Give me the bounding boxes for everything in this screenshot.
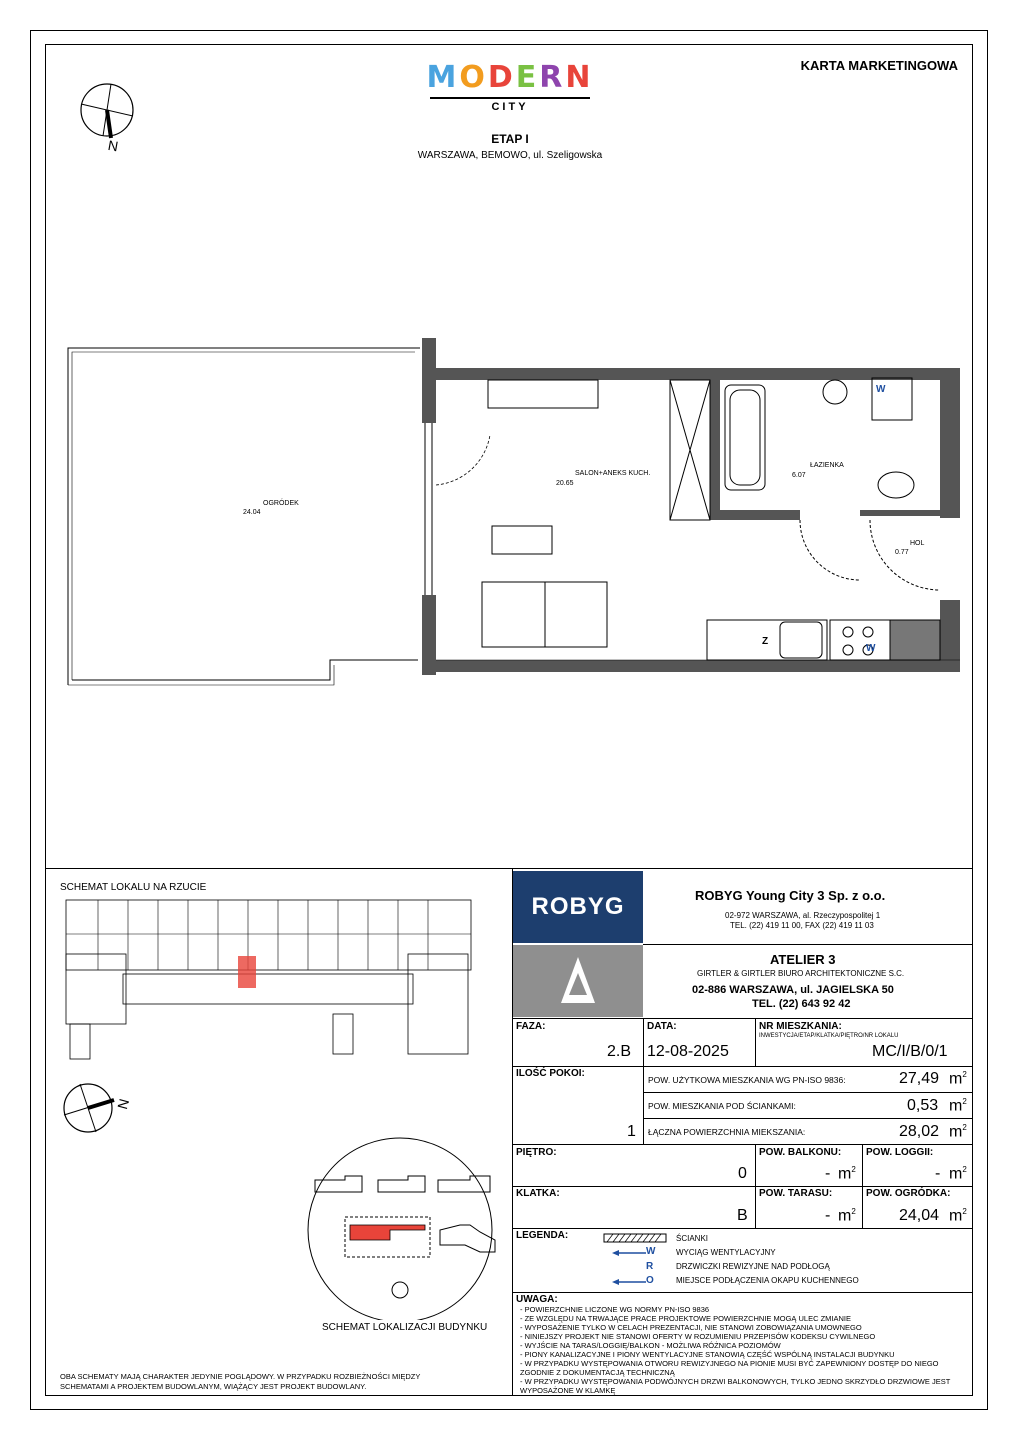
uwaga-line: - ZE WZGLĘDU NA TRWAJĄCE PRACE PROJEKTOWE POWIERZCHNIE MOGĄ ULEC ZMIANIE xyxy=(520,1314,852,1323)
loggia-value: - xyxy=(935,1165,941,1182)
inner-frame xyxy=(45,44,973,1396)
uwaga-line: - W PRZYPADKU WYSTĘPOWANIA PODWÓJNYCH DRZWI BALKONOWYCH, TYLKO JEDNO SKRZYDŁO DRZWIOWE JEST xyxy=(520,1377,951,1386)
logo-main: MODERN xyxy=(426,60,594,95)
garden-area xyxy=(68,348,420,685)
walls-legend-icon xyxy=(603,1233,667,1243)
salon-label: SALON+ANEKS KUCH. xyxy=(575,470,651,477)
bottom-divider xyxy=(45,868,973,869)
garden-area-value: 24.04 xyxy=(243,509,261,516)
ogrodek-unit: $m^2$ xyxy=(949,1207,967,1225)
uwaga-line: WYPOSAŻONE W KLAMKĘ xyxy=(520,1386,616,1395)
disclaimer-line-2: SCHEMATAMI A PROJEKTEM BUDOWLANYM, WIĄŻĄCY JEST PROJEKT BUDOWLANY. xyxy=(60,1382,367,1391)
info-divider-3 xyxy=(643,1092,973,1093)
pokoje-value: 1 xyxy=(627,1123,636,1140)
uwaga-line: - WYPOSAŻENIE TYLKO W CELACH PREZENTACJI, NIE STANOWI ZOBOWIĄZANIA UMOWNEGO xyxy=(520,1323,862,1332)
pietro-value: 0 xyxy=(738,1165,747,1182)
north-label-small: N xyxy=(114,1097,133,1111)
document-type-title: KARTA MARKETINGOWA xyxy=(800,58,958,73)
atelier-address: 02-886 WARSZAWA, ul. JAGIELSKA 50 xyxy=(692,984,894,996)
info-divider-top xyxy=(512,1018,973,1019)
info-divider-2 xyxy=(512,1066,973,1067)
atelier-sub: GIRTLER & GIRTLER BIURO ARCHITEKTONICZNE S.C. xyxy=(697,969,905,978)
bath-area-value: 6.07 xyxy=(792,472,806,479)
faza-label: FAZA: xyxy=(516,1021,546,1032)
balkon-label: POW. BALKONU: xyxy=(759,1147,842,1158)
uwaga-line: - WYJŚCIE NA TARAS/LOGGIĘ/BALKON - MOŻLIWA RÓŻNICA POZIOMÓW xyxy=(520,1341,781,1350)
pow-laczna-unit: $m^2$ xyxy=(949,1123,967,1141)
uwaga-line: - PIONY KANALIZACYJNE I PIONY WENTYLACYJNE STANOWIĄ CZĘŚĆ WSPÓLNĄ INSTALACJI BUDYNKU xyxy=(520,1350,895,1359)
bath-label: ŁAZIENKA xyxy=(810,462,844,469)
hall-area-value: 0.77 xyxy=(895,549,909,556)
pow-uzyt-value: 27,49 xyxy=(899,1070,940,1087)
loggia-unit: $m^2$ xyxy=(949,1165,967,1183)
schemat-title: SCHEMAT LOKALU NA RZUCIE xyxy=(60,882,207,893)
nr-sub: INWESTYCJA/ETAP/KLATKA/PIĘTRO/NR LOKALU xyxy=(759,1033,899,1039)
pow-laczna-value: 28,02 xyxy=(899,1123,940,1140)
north-label: N xyxy=(106,137,120,155)
legend-sym-w: W xyxy=(646,1246,656,1257)
building-highlight xyxy=(350,1225,425,1240)
legend-item-ventilation: WYCIĄG WENTYLACYJNY xyxy=(676,1248,776,1257)
logo-sub: CITY xyxy=(430,97,590,113)
legend-sym-r: R xyxy=(646,1261,654,1272)
atelier-a-icon xyxy=(513,945,643,1017)
faza-value: 2.B xyxy=(607,1043,632,1060)
taras-label: POW. TARASU: xyxy=(759,1188,833,1199)
pow-uzyt-label: POW. UŻYTKOWA MIESZKANIA WG PN-ISO 9836: xyxy=(648,1075,846,1085)
uwaga-line: - POWIERZCHNIE LICZONE WG NORMY PN-ISO 9836 xyxy=(520,1305,710,1314)
legend-title: LEGENDA: xyxy=(516,1230,569,1241)
pow-pod-value: 0,53 xyxy=(907,1097,939,1114)
balcony-door xyxy=(425,423,490,595)
info-v3 xyxy=(643,1066,644,1144)
z-mark: Z xyxy=(762,636,769,647)
pow-uzyt-unit: $m^2$ xyxy=(949,1070,967,1088)
modern-city-logo xyxy=(420,60,600,115)
info-divider-6 xyxy=(512,1186,973,1187)
info-divider-4 xyxy=(643,1118,973,1119)
info-divider-5 xyxy=(512,1144,973,1145)
atelier-logo xyxy=(513,945,643,1017)
arrow-left-icon xyxy=(612,1249,646,1257)
disclaimer-line-1: OBA SCHEMATY MAJĄ CHARAKTER JEDYNIE POGLĄDOWY. W PRZYPADKU ROZBIEŻNOŚCI MIĘDZY xyxy=(60,1372,421,1381)
pow-pod-unit: $m^2$ xyxy=(949,1097,967,1115)
salon-area-value: 20.65 xyxy=(556,480,574,487)
uwaga-divider xyxy=(512,1292,973,1293)
company-name: ROBYG Young City 3 Sp. z o.o. xyxy=(695,888,886,903)
klatka-value: B xyxy=(737,1207,748,1224)
ogrodek-value: 24,04 xyxy=(899,1207,940,1224)
floor-plan xyxy=(60,330,965,690)
location-schema xyxy=(300,1130,505,1320)
robyg-logo: ROBYG xyxy=(513,871,643,943)
nr-label: NR MIESZKANIA: xyxy=(759,1021,842,1032)
taras-value: - xyxy=(825,1207,831,1224)
uwaga-title: UWAGA: xyxy=(516,1294,558,1305)
atelier-name: ATELIER 3 xyxy=(770,952,836,967)
hall-label: HOL xyxy=(910,540,925,547)
legend-item-revision: DRZWICZKI REWIZYJNE NAD PODŁOGĄ xyxy=(676,1262,830,1271)
data-label: DATA: xyxy=(647,1021,677,1032)
atelier-tel: TEL. (22) 643 92 42 xyxy=(752,998,851,1010)
arrow-left-icon xyxy=(612,1278,646,1286)
balkon-unit: $m^2$ xyxy=(838,1165,856,1183)
uwaga-line: ZGODNIE Z DOKUMENTACJĄ TECHNICZNĄ xyxy=(520,1368,675,1377)
loggia-label: POW. LOGGII: xyxy=(866,1147,934,1158)
company-divider xyxy=(643,944,973,945)
location-schema-title: SCHEMAT LOKALIZACJI BUDYNKU xyxy=(322,1322,488,1333)
pow-pod-label: POW. MIESZKANIA POD ŚCIANKAMI: xyxy=(648,1101,796,1111)
investment-address: WARSZAWA, BEMOWO, ul. Szeligowska xyxy=(417,150,603,161)
info-v2 xyxy=(755,1018,756,1066)
uwaga-line: - NINIEJSZY PROJEKT NIE STANOWI OFERTY W ROZUMIENIU PRZEPISÓW KODEKSU CYWILNEGO xyxy=(520,1332,876,1341)
pow-laczna-label: ŁĄCZNA POWIERZCHNIA MIEKSZANIA: xyxy=(648,1127,806,1137)
info-v1 xyxy=(643,1018,644,1066)
legend-sym-o: O xyxy=(646,1275,654,1286)
apartment-highlight xyxy=(238,956,256,988)
building-floor-schema xyxy=(58,894,478,1064)
pokoje-label: ILOŚĆ POKOI: xyxy=(516,1068,585,1079)
ogrodek-label: POW. OGRÓDKA: xyxy=(866,1188,951,1199)
taras-unit: $m^2$ xyxy=(838,1207,856,1225)
etap-title: ETAP I xyxy=(491,132,529,146)
klatka-label: KLATKA: xyxy=(516,1188,560,1199)
legend-item-hood: MIEJSCE PODŁĄCZENIA OKAPU KUCHENNEGO xyxy=(676,1276,859,1285)
legend-divider xyxy=(512,1228,973,1229)
garden-label: OGRÓDEK xyxy=(263,500,299,507)
company-tel: TEL. (22) 419 11 00, FAX (22) 419 11 03 xyxy=(730,921,874,930)
pietro-label: PIĘTRO: xyxy=(516,1147,557,1158)
uwaga-line: - W PRZYPADKU WYSTĘPOWANIA OTWORU REWIZYJNEGO NA PIONIE MUSI BYĆ ZAPEWNIONY DOSTĘP DO NIEGO xyxy=(520,1359,939,1368)
legend-item-walls: ŚCIANKI xyxy=(676,1234,709,1243)
ventilation-mark-kitchen: W xyxy=(866,643,876,654)
data-value: 12-08-2025 xyxy=(647,1043,729,1060)
company-address: 02-972 WARSZAWA, al. Rzeczypospolitej 1 xyxy=(725,911,881,920)
balkon-value: - xyxy=(825,1165,831,1182)
ventilation-mark-bath: W xyxy=(876,384,886,395)
nr-value: MC/I/B/0/1 xyxy=(872,1043,948,1060)
north-compass-small-icon xyxy=(60,1080,150,1140)
